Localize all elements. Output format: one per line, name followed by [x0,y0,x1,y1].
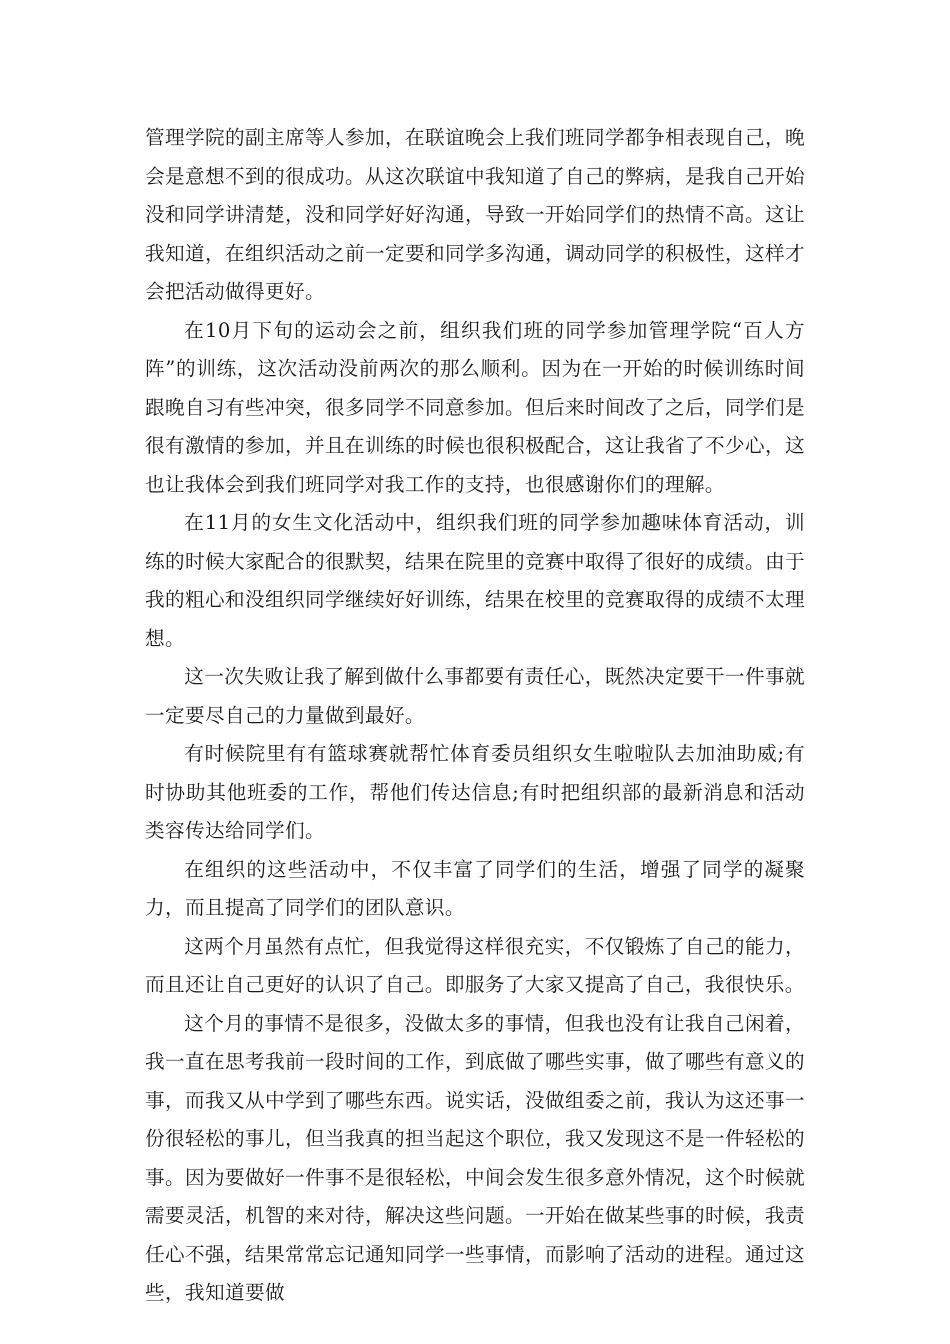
paragraph-lesson-responsibility: 这一次失败让我了解到做什么事都要有责任心，既然决定要干一件事就一定要尽自己的力量做到最好。 [145,665,805,727]
paragraph-continuation: 管理学院的副主席等人参加，在联谊晚会上我们班同学都争相表现自己，晚会是意想不到的很成功。从这次联谊中我知道了自己的弊病，是我自己开始没和同学讲清楚，没和同学好好沟通，导致一开始同学们的热情不高。这让我知道，在组织活动之前一定要和同学多沟通，调动同学的积极性，这样才会把活动做得更好。 [145,126,805,303]
document-body [145,119,805,1313]
paragraph-assisting: 有时候院里有有篮球赛就帮忙体育委员组织女生啦啦队去加油助威;有时协助其他班委的工作，帮他们传达信息;有时把组织部的最新消息和活动类容传达给同学们。 [145,742,805,842]
paragraph-this-month: 这个月的事情不是很多，没做太多的事情，但我也没有让我自己闲着，我一直在思考我前一段时间的工作，到底做了哪些实事，做了哪些有意义的事，而我又从中学到了哪些东西。说实话，没做组委之前，我认为这还事一份很轻松的事儿，但当我真的担当起这个职位，我又发现这不是一件轻松的事。因为要做好一件事不是很轻松，中间会发生很多意外情况，这个时候就需要灵活，机智的来对待，解决这些问题。一开始在做某些事的时候，我责任心不强，结果常常忘记通知同学一些事情，而影响了活动的进程。通过这些，我知道要做 [145,1011,805,1304]
paragraph-sports-meet: 在10月下旬的运动会之前，组织我们班的同学参加管理学院“百人方阵”的训练，这次活动没前两次的那么顺利。因为在一开始的时候训练时间跟晚自习有些冲突，很多同学不同意参加。但后来时间改了之后，同学们是很有激情的参加，并且在训练的时候也很积极配合，这让我省了不少心，这也让我体会到我们班同学对我工作的支持，也很感谢你们的理解。 [145,318,805,496]
paragraph-activities-benefit: 在组织的这些活动中，不仅丰富了同学们的生活，增强了同学的凝聚力，而且提高了同学们的团队意识。 [145,857,805,919]
paragraph-girls-culture: 在11月的女生文化活动中，组织我们班的同学参加趣味体育活动，训练的时候大家配合的很默契，结果在院里的竞赛中取得了很好的成绩。由于我的粗心和没组织同学继续好好训练，结果在校里的竞赛取得的成绩不太理想。 [145,511,805,650]
paragraph-two-months: 这两个月虽然有点忙，但我觉得这样很充实，不仅锻炼了自己的能力，而且还让自己更好的认识了自己。即服务了大家又提高了自己，我很快乐。 [145,934,805,996]
